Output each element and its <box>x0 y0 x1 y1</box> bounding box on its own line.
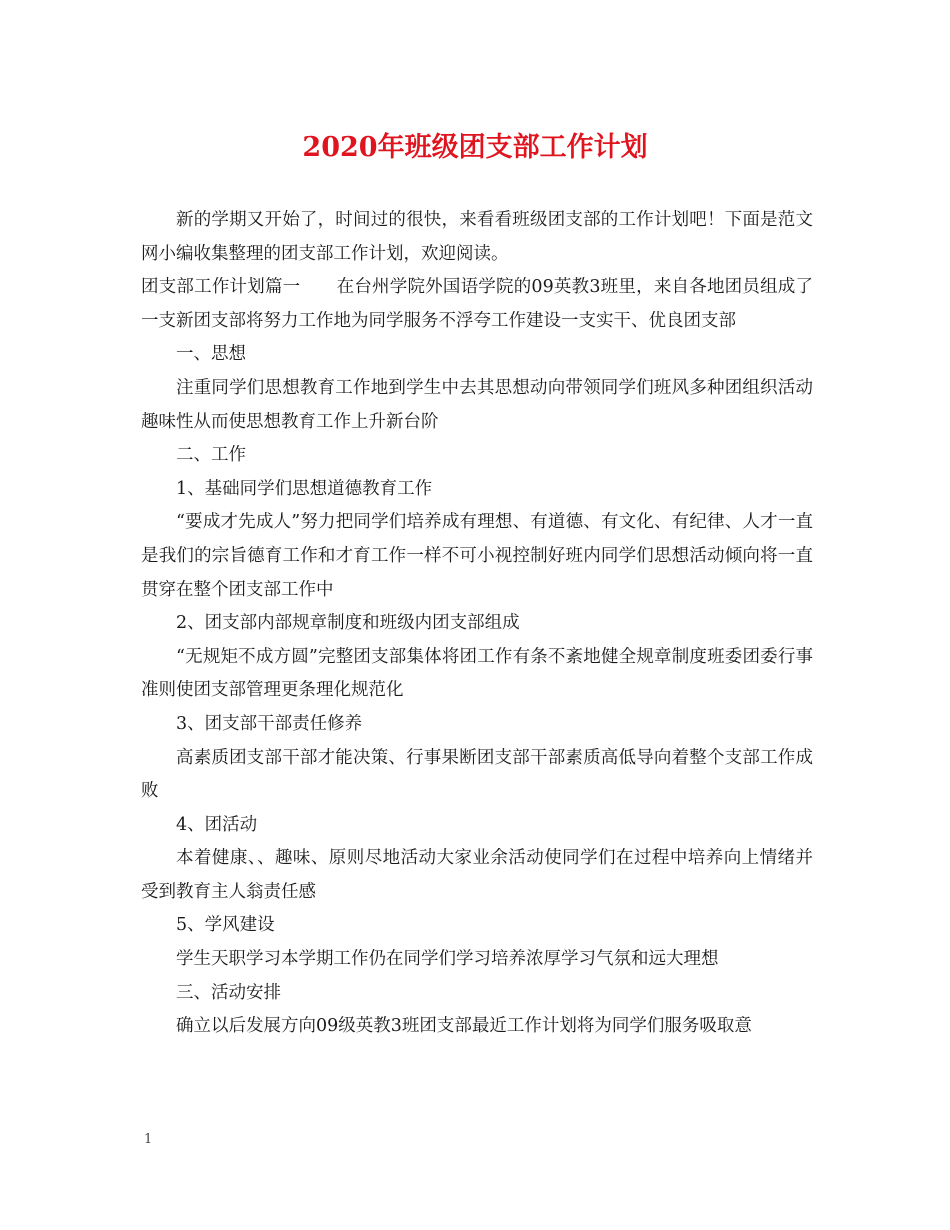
section-heading-thought: 一、思想 <box>176 344 246 365</box>
paragraph-item-4: 本着健康、、趣味、原则尽地活动大家业余活动使同学们在过程中培养向上情绪并受到教育主人翁责任感 <box>141 848 813 902</box>
item-heading-3: 3、团支部干部责任修养 <box>176 713 363 734</box>
item-heading-2: 2、团支部内部规章制度和班级内团支部组成 <box>176 613 520 634</box>
paragraph-activities: 确立以后发展方向09级英教3班团支部最近工作计划将为同学们服务吸取意 <box>176 1016 752 1037</box>
paragraph-item-3: 高素质团支部干部才能决策、行事果断团支部干部素质高低导向着整个支部工作成败 <box>141 747 813 802</box>
item-heading-4: 4、团活动 <box>176 814 258 835</box>
section-heading-work: 二、工作 <box>176 445 246 466</box>
section-heading-activities: 三、活动安排 <box>176 982 281 1003</box>
document-title: 2020年班级团支部工作计划 <box>302 132 648 163</box>
intro-paragraph: 新的学期又开始了，时间过的很快，来看看班级团支部的工作计划吧！下面是范文网小编收集整理的团支部工作计划，欢迎阅读。 <box>141 210 813 264</box>
item-heading-1: 1、基础同学们思想道德教育工作 <box>176 478 433 499</box>
page-number: 1 <box>144 1132 153 1147</box>
paragraph-thought: 注重同学们思想教育工作地到学生中去其思想动向带领同学们班风多种团组织活动趣味性从而使思想教育工作上升新台阶 <box>141 377 813 432</box>
plan-text: 在台州学院外国语学院的09英教3班里，来自各地团员组成了一支新团支部将努力工作地为同学服务不浮夸工作建设一支实干、优良团支部 <box>141 277 814 331</box>
plan-paragraph <box>141 271 813 338</box>
plan-label: 团支部工作计划篇一 <box>141 277 301 298</box>
item-heading-5: 5、学风建设 <box>176 915 275 936</box>
paragraph-item-2: “无规矩不成方圆”完整团支部集体将团工作有条不紊地健全规章制度班委团委行事准则使团支部管理更条理化规范化 <box>141 646 813 701</box>
document-body <box>141 204 813 1044</box>
paragraph-item-5: 学生天职学习本学期工作仍在同学们学习培养浓厚学习气氛和远大理想 <box>176 949 719 970</box>
paragraph-item-1: “要成才先成人”努力把同学们培养成有理想、有道德、有文化、有纪律、人才一直是我们的宗旨德育工作和才育工作一样不可小视控制好班内同学们思想活动倾向将一直贯穿在整个团支部工作中 <box>141 512 813 600</box>
